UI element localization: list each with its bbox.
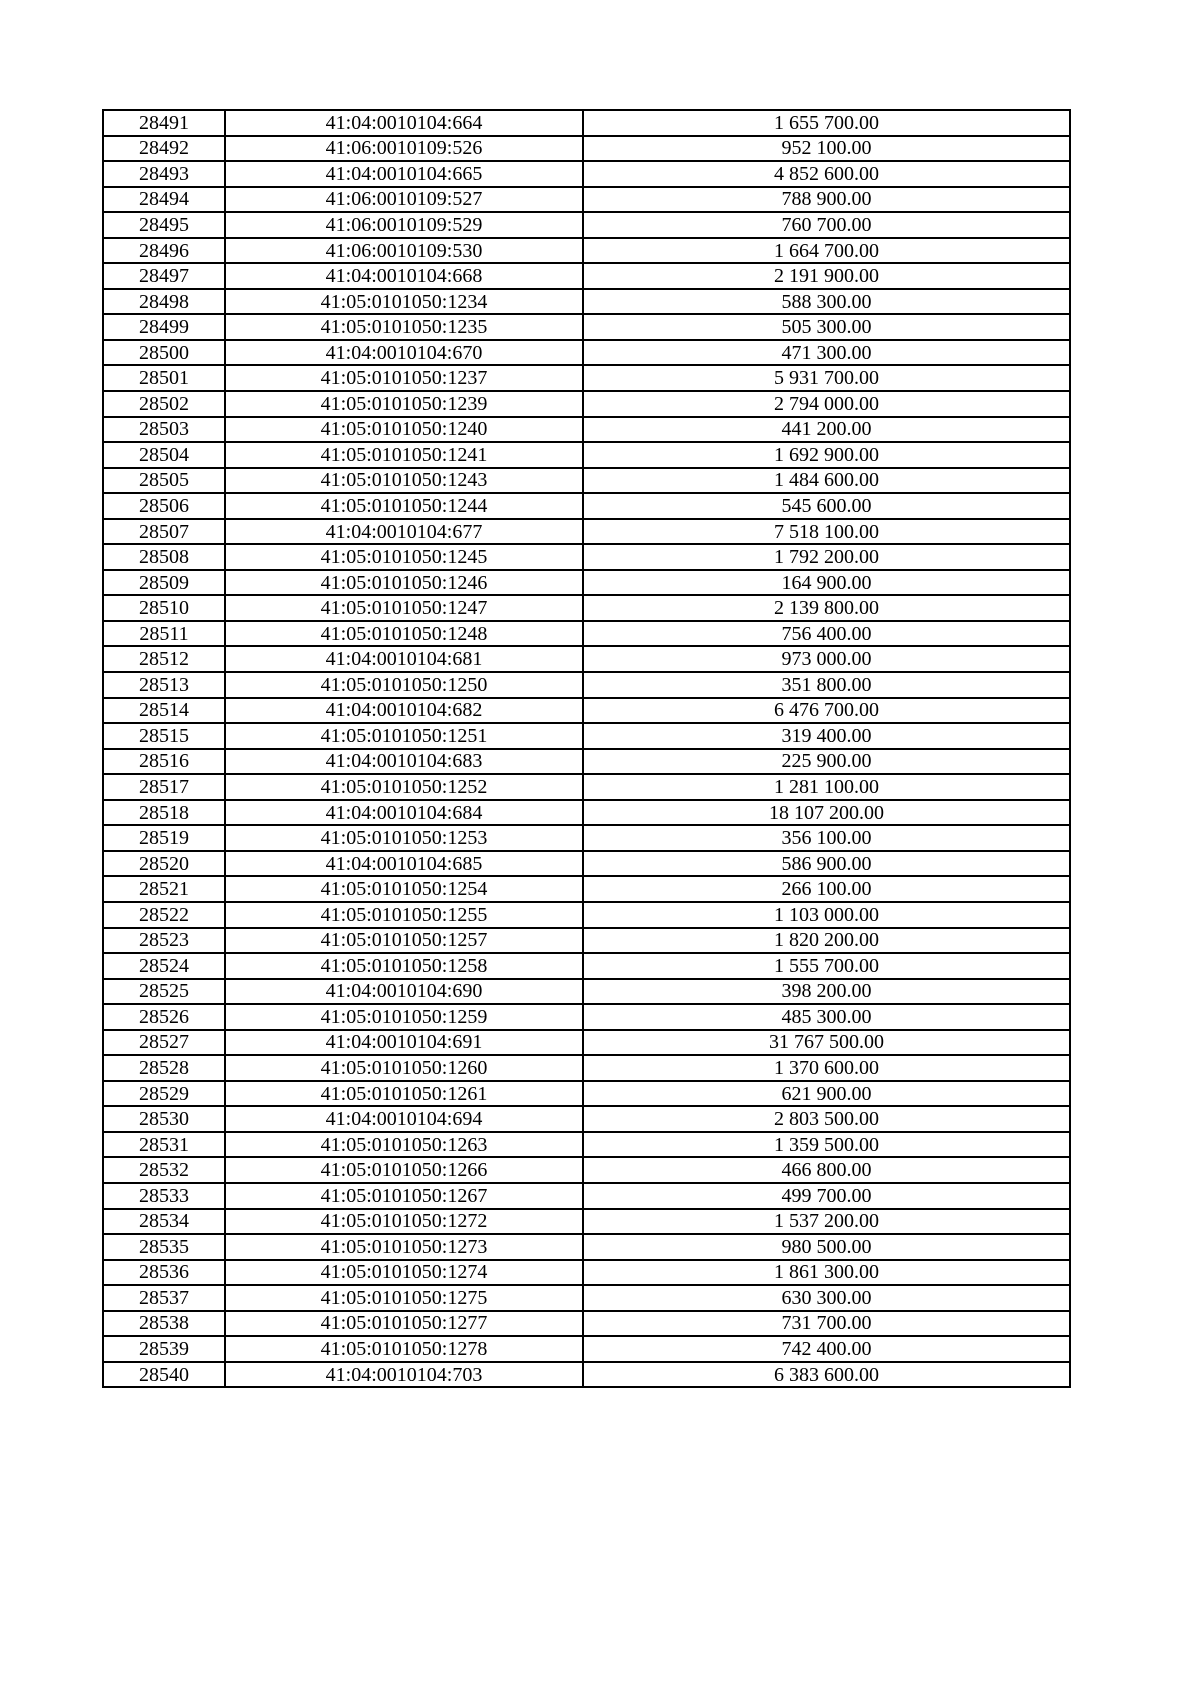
row-number-cell: 28509 [103, 570, 225, 596]
table-row [103, 1234, 1070, 1260]
table-row [103, 493, 1070, 519]
row-number-cell: 28533 [103, 1183, 225, 1209]
cadastral-number-cell: 41:04:0010104:677 [225, 519, 583, 545]
table-row [103, 1209, 1070, 1235]
row-number-cell: 28514 [103, 698, 225, 724]
table-row [103, 544, 1070, 570]
row-number-cell: 28537 [103, 1285, 225, 1311]
row-number-cell: 28519 [103, 825, 225, 851]
cadastral-number-cell: 41:04:0010104:684 [225, 800, 583, 826]
cadastral-value-cell: 266 100.00 [583, 876, 1070, 902]
row-number-cell: 28522 [103, 902, 225, 928]
row-number-cell: 28507 [103, 519, 225, 545]
table-row [103, 1260, 1070, 1286]
cadastral-number-cell: 41:04:0010104:694 [225, 1106, 583, 1132]
cadastral-value-cell: 588 300.00 [583, 289, 1070, 315]
cadastral-number-cell: 41:05:0101050:1277 [225, 1311, 583, 1337]
row-number-cell: 28528 [103, 1055, 225, 1081]
row-number-cell: 28535 [103, 1234, 225, 1260]
cadastral-value-cell: 398 200.00 [583, 979, 1070, 1005]
cadastral-value-cell: 980 500.00 [583, 1234, 1070, 1260]
row-number-cell: 28501 [103, 365, 225, 391]
table-row [103, 621, 1070, 647]
table-row [103, 672, 1070, 698]
cadastral-value-cell: 471 300.00 [583, 340, 1070, 366]
table-row [103, 1157, 1070, 1183]
row-number-cell: 28506 [103, 493, 225, 519]
cadastral-number-cell: 41:05:0101050:1273 [225, 1234, 583, 1260]
table-row [103, 519, 1070, 545]
cadastral-value-cell: 586 900.00 [583, 851, 1070, 877]
cadastral-number-cell: 41:04:0010104:681 [225, 646, 583, 672]
row-number-cell: 28521 [103, 876, 225, 902]
cadastral-value-cell: 319 400.00 [583, 723, 1070, 749]
cadastral-value-cell: 2 803 500.00 [583, 1106, 1070, 1132]
cadastral-value-cell: 1 359 500.00 [583, 1132, 1070, 1158]
cadastral-value-cell: 731 700.00 [583, 1311, 1070, 1337]
table-row [103, 263, 1070, 289]
cadastral-value-cell: 225 900.00 [583, 749, 1070, 775]
cadastral-number-cell: 41:05:0101050:1241 [225, 442, 583, 468]
table-row [103, 800, 1070, 826]
cadastral-value-cell: 1 820 200.00 [583, 928, 1070, 954]
cadastral-value-table [102, 109, 1071, 1388]
cadastral-value-cell: 1 792 200.00 [583, 544, 1070, 570]
cadastral-number-cell: 41:05:0101050:1259 [225, 1004, 583, 1030]
row-number-cell: 28497 [103, 263, 225, 289]
row-number-cell: 28520 [103, 851, 225, 877]
row-number-cell: 28495 [103, 212, 225, 238]
cadastral-value-cell: 4 852 600.00 [583, 161, 1070, 187]
table-row [103, 902, 1070, 928]
cadastral-value-cell: 1 664 700.00 [583, 238, 1070, 264]
cadastral-value-cell: 1 281 100.00 [583, 774, 1070, 800]
table-row [103, 391, 1070, 417]
cadastral-value-cell: 1 484 600.00 [583, 468, 1070, 494]
row-number-cell: 28539 [103, 1336, 225, 1362]
cadastral-number-cell: 41:05:0101050:1254 [225, 876, 583, 902]
row-number-cell: 28540 [103, 1362, 225, 1388]
cadastral-value-cell: 6 476 700.00 [583, 698, 1070, 724]
cadastral-number-cell: 41:05:0101050:1244 [225, 493, 583, 519]
cadastral-number-cell: 41:04:0010104:665 [225, 161, 583, 187]
row-number-cell: 28534 [103, 1209, 225, 1235]
row-number-cell: 28530 [103, 1106, 225, 1132]
cadastral-value-cell: 621 900.00 [583, 1081, 1070, 1107]
table-row [103, 928, 1070, 954]
row-number-cell: 28523 [103, 928, 225, 954]
cadastral-value-cell: 1 861 300.00 [583, 1260, 1070, 1286]
cadastral-number-cell: 41:06:0010109:526 [225, 136, 583, 162]
table-row [103, 723, 1070, 749]
row-number-cell: 28517 [103, 774, 225, 800]
cadastral-value-cell: 466 800.00 [583, 1157, 1070, 1183]
row-number-cell: 28496 [103, 238, 225, 264]
cadastral-number-cell: 41:05:0101050:1243 [225, 468, 583, 494]
cadastral-number-cell: 41:04:0010104:668 [225, 263, 583, 289]
cadastral-value-cell: 973 000.00 [583, 646, 1070, 672]
table-row [103, 595, 1070, 621]
cadastral-value-cell: 485 300.00 [583, 1004, 1070, 1030]
cadastral-number-cell: 41:05:0101050:1257 [225, 928, 583, 954]
row-number-cell: 28513 [103, 672, 225, 698]
row-number-cell: 28508 [103, 544, 225, 570]
cadastral-value-cell: 1 103 000.00 [583, 902, 1070, 928]
row-number-cell: 28529 [103, 1081, 225, 1107]
cadastral-number-cell: 41:04:0010104:691 [225, 1030, 583, 1056]
cadastral-number-cell: 41:06:0010109:530 [225, 238, 583, 264]
cadastral-number-cell: 41:04:0010104:690 [225, 979, 583, 1005]
table-row [103, 749, 1070, 775]
cadastral-value-cell: 6 383 600.00 [583, 1362, 1070, 1388]
table-row [103, 570, 1070, 596]
table-row [103, 1055, 1070, 1081]
cadastral-number-cell: 41:05:0101050:1274 [225, 1260, 583, 1286]
cadastral-number-cell: 41:06:0010109:529 [225, 212, 583, 238]
table-row [103, 698, 1070, 724]
cadastral-number-cell: 41:05:0101050:1252 [225, 774, 583, 800]
row-number-cell: 28492 [103, 136, 225, 162]
cadastral-number-cell: 41:05:0101050:1267 [225, 1183, 583, 1209]
cadastral-number-cell: 41:05:0101050:1266 [225, 1157, 583, 1183]
cadastral-value-cell: 1 537 200.00 [583, 1209, 1070, 1235]
cadastral-number-cell: 41:05:0101050:1237 [225, 365, 583, 391]
table-row [103, 238, 1070, 264]
row-number-cell: 28525 [103, 979, 225, 1005]
cadastral-number-cell: 41:04:0010104:685 [225, 851, 583, 877]
table-row [103, 1106, 1070, 1132]
cadastral-value-cell: 18 107 200.00 [583, 800, 1070, 826]
table-row [103, 187, 1070, 213]
cadastral-number-cell: 41:06:0010109:527 [225, 187, 583, 213]
row-number-cell: 28512 [103, 646, 225, 672]
table-row [103, 314, 1070, 340]
cadastral-number-cell: 41:05:0101050:1263 [225, 1132, 583, 1158]
row-number-cell: 28532 [103, 1157, 225, 1183]
row-number-cell: 28527 [103, 1030, 225, 1056]
cadastral-value-cell: 2 794 000.00 [583, 391, 1070, 417]
cadastral-value-cell: 505 300.00 [583, 314, 1070, 340]
table-row [103, 136, 1070, 162]
cadastral-value-cell: 356 100.00 [583, 825, 1070, 851]
row-number-cell: 28503 [103, 417, 225, 443]
table-row [103, 1311, 1070, 1337]
cadastral-number-cell: 41:04:0010104:683 [225, 749, 583, 775]
row-number-cell: 28504 [103, 442, 225, 468]
row-number-cell: 28524 [103, 953, 225, 979]
cadastral-number-cell: 41:05:0101050:1247 [225, 595, 583, 621]
table-row [103, 1004, 1070, 1030]
cadastral-value-cell: 499 700.00 [583, 1183, 1070, 1209]
row-number-cell: 28491 [103, 110, 225, 136]
table-row [103, 774, 1070, 800]
table-row [103, 289, 1070, 315]
table-row [103, 1285, 1070, 1311]
cadastral-value-cell: 164 900.00 [583, 570, 1070, 596]
cadastral-number-cell: 41:05:0101050:1245 [225, 544, 583, 570]
cadastral-value-cell: 7 518 100.00 [583, 519, 1070, 545]
table-row [103, 646, 1070, 672]
cadastral-value-cell: 952 100.00 [583, 136, 1070, 162]
cadastral-number-cell: 41:05:0101050:1248 [225, 621, 583, 647]
table-row [103, 340, 1070, 366]
table-row [103, 979, 1070, 1005]
cadastral-number-cell: 41:04:0010104:664 [225, 110, 583, 136]
cadastral-number-cell: 41:05:0101050:1255 [225, 902, 583, 928]
table-row [103, 1362, 1070, 1388]
row-number-cell: 28498 [103, 289, 225, 315]
row-number-cell: 28515 [103, 723, 225, 749]
cadastral-value-cell: 788 900.00 [583, 187, 1070, 213]
cadastral-value-cell: 1 655 700.00 [583, 110, 1070, 136]
row-number-cell: 28505 [103, 468, 225, 494]
cadastral-value-cell: 31 767 500.00 [583, 1030, 1070, 1056]
row-number-cell: 28493 [103, 161, 225, 187]
cadastral-number-cell: 41:05:0101050:1275 [225, 1285, 583, 1311]
cadastral-number-cell: 41:05:0101050:1239 [225, 391, 583, 417]
cadastral-value-cell: 1 555 700.00 [583, 953, 1070, 979]
cadastral-number-cell: 41:05:0101050:1253 [225, 825, 583, 851]
row-number-cell: 28516 [103, 749, 225, 775]
table-row [103, 953, 1070, 979]
row-number-cell: 28494 [103, 187, 225, 213]
cadastral-number-cell: 41:05:0101050:1278 [225, 1336, 583, 1362]
cadastral-value-cell: 760 700.00 [583, 212, 1070, 238]
row-number-cell: 28511 [103, 621, 225, 647]
cadastral-value-cell: 2 191 900.00 [583, 263, 1070, 289]
cadastral-value-cell: 1 692 900.00 [583, 442, 1070, 468]
cadastral-number-cell: 41:05:0101050:1258 [225, 953, 583, 979]
table-body [103, 110, 1070, 1387]
row-number-cell: 28531 [103, 1132, 225, 1158]
row-number-cell: 28536 [103, 1260, 225, 1286]
cadastral-number-cell: 41:05:0101050:1240 [225, 417, 583, 443]
row-number-cell: 28526 [103, 1004, 225, 1030]
cadastral-number-cell: 41:04:0010104:670 [225, 340, 583, 366]
row-number-cell: 28499 [103, 314, 225, 340]
cadastral-number-cell: 41:04:0010104:703 [225, 1362, 583, 1388]
cadastral-number-cell: 41:05:0101050:1260 [225, 1055, 583, 1081]
cadastral-number-cell: 41:05:0101050:1246 [225, 570, 583, 596]
table-row [103, 876, 1070, 902]
table-row [103, 1081, 1070, 1107]
cadastral-value-cell: 630 300.00 [583, 1285, 1070, 1311]
row-number-cell: 28518 [103, 800, 225, 826]
cadastral-value-cell: 351 800.00 [583, 672, 1070, 698]
cadastral-value-cell: 5 931 700.00 [583, 365, 1070, 391]
cadastral-value-cell: 1 370 600.00 [583, 1055, 1070, 1081]
row-number-cell: 28510 [103, 595, 225, 621]
cadastral-value-cell: 441 200.00 [583, 417, 1070, 443]
cadastral-number-cell: 41:05:0101050:1261 [225, 1081, 583, 1107]
table-row [103, 365, 1070, 391]
table-row [103, 468, 1070, 494]
cadastral-number-cell: 41:05:0101050:1272 [225, 1209, 583, 1235]
table-row [103, 825, 1070, 851]
table-row [103, 417, 1070, 443]
table-row [103, 161, 1070, 187]
cadastral-value-cell: 756 400.00 [583, 621, 1070, 647]
cadastral-number-cell: 41:05:0101050:1251 [225, 723, 583, 749]
row-number-cell: 28538 [103, 1311, 225, 1337]
table-row [103, 1132, 1070, 1158]
table-row [103, 851, 1070, 877]
cadastral-value-cell: 545 600.00 [583, 493, 1070, 519]
cadastral-number-cell: 41:04:0010104:682 [225, 698, 583, 724]
cadastral-number-cell: 41:05:0101050:1235 [225, 314, 583, 340]
table-row [103, 442, 1070, 468]
table-row [103, 110, 1070, 136]
row-number-cell: 28500 [103, 340, 225, 366]
cadastral-value-cell: 742 400.00 [583, 1336, 1070, 1362]
table-row [103, 1183, 1070, 1209]
cadastral-number-cell: 41:05:0101050:1250 [225, 672, 583, 698]
row-number-cell: 28502 [103, 391, 225, 417]
table-row [103, 212, 1070, 238]
table-row [103, 1336, 1070, 1362]
cadastral-number-cell: 41:05:0101050:1234 [225, 289, 583, 315]
table-row [103, 1030, 1070, 1056]
cadastral-value-cell: 2 139 800.00 [583, 595, 1070, 621]
